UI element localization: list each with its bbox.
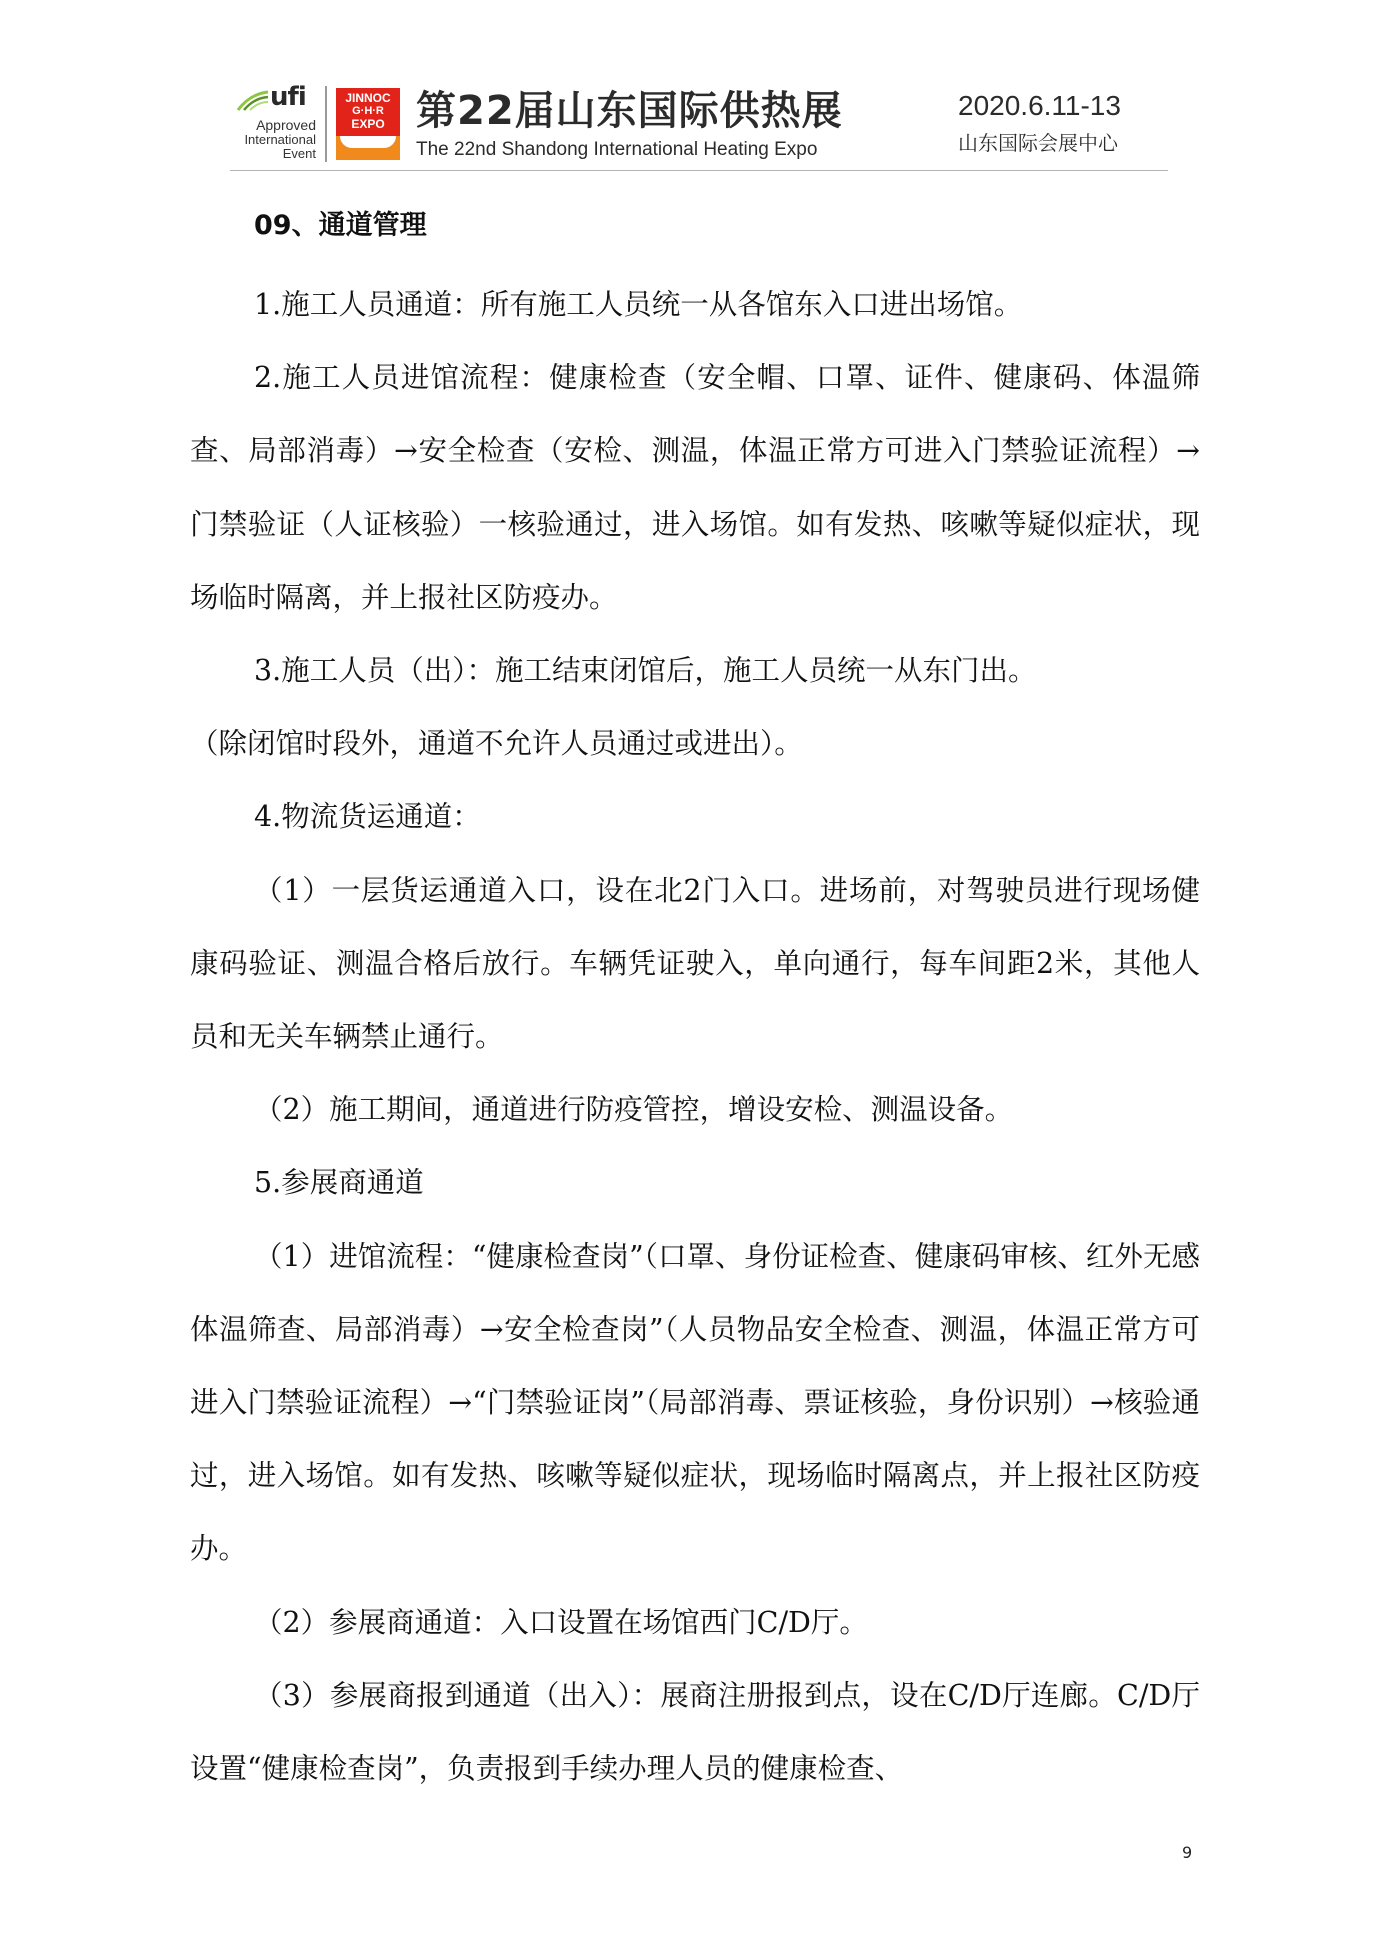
page-number: 9 (1182, 1843, 1193, 1862)
paragraph: 1.施工人员通道：所有施工人员统一从各馆东入口进出场馆。 (254, 288, 1023, 321)
ufi-line-international: International (244, 132, 316, 147)
paragraph: 5.参展商通道 (254, 1166, 424, 1200)
ufi-line-event: Event (282, 146, 316, 161)
jinnoc-ghr-expo-logo (336, 88, 400, 160)
paragraph: 4.物流货运通道： (254, 800, 481, 834)
paragraph: （1）一层货运通道入口，设在北2门入口。进场前，对驾驶员进行现场健康码验证、测温合格后放行。车辆凭证驶入，单向通行，每车间距2米，其他人员和无关车辆禁止通行。 (190, 873, 1200, 1054)
paragraph: （2）施工期间，通道进行防疫管控，增设安检、测温设备。 (254, 1093, 1014, 1127)
expo-date: 2020.6.11-13 (958, 90, 1121, 121)
jinnoc-text-2: G·H·R (352, 105, 384, 117)
expo-venue: 山东国际会展中心 (958, 131, 1118, 155)
ufi-line-approved: Approved (256, 117, 316, 133)
ufi-approved-event-logo (232, 82, 316, 164)
header-divider (325, 86, 327, 162)
ufi-brand: ufi (270, 82, 306, 112)
paragraph: 2.施工人员进馆流程：健康检查（安全帽、口罩、证件、健康码、体温筛查、局部消毒）→安全检查（安检、测温，体温正常方可进入门禁验证流程）→门禁验证（人证核验）一核验通过，进入场馆。如有发热、咳嗽等疑似症状，现场临时隔离，并上报社区防疫办。 (190, 361, 1200, 614)
paragraph: （3）参展商报到通道（出入）：展商注册报到点，设在C/D厅连廊。C/D厅设置“健康检查岗”，负责报到手续办理人员的健康检查、 (190, 1678, 1200, 1786)
header-rule (230, 170, 1168, 171)
paragraph: （2）参展商通道：入口设置在场馆西门C/D厅。 (254, 1605, 868, 1639)
page-header (230, 84, 1170, 170)
jinnoc-text-3: EXPO (351, 117, 385, 131)
paragraph-list (190, 268, 1200, 1805)
document-body (190, 198, 1200, 1805)
paragraph: （除闭馆时段外，通道不允许人员通过或进出）。 (190, 727, 803, 761)
paragraph: （1）进馆流程：“健康检查岗”（口罩、身份证检查、健康码审核、红外无感体温筛查、局部消毒）→安全检查岗”（人员物品安全检查、测温，体温正常方可进入门禁验证流程）→“门禁验证岗”（局部消毒、票证核验，身份识别）→核验通过，进入场馆。如有发热、咳嗽等疑似症状，现场临时隔离点，并上报社区防疫办。 (190, 1239, 1200, 1566)
jinnoc-swoosh-icon (340, 136, 396, 148)
expo-title-chinese: 第22届山东国际供热展 (416, 88, 843, 134)
expo-title-english: The 22nd Shandong International Heating Expo (416, 139, 818, 160)
section-title: 09、通道管理 (254, 210, 427, 241)
jinnoc-text-1: JINNOC (345, 91, 391, 105)
paragraph: 3.施工人员（出）：施工结束闭馆后，施工人员统一从东门出。 (254, 654, 1037, 688)
